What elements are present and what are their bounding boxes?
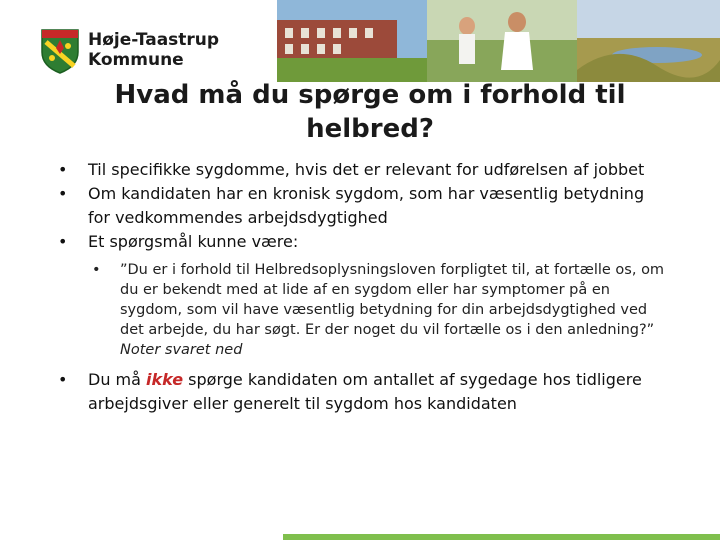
bullet-marker: • <box>58 370 68 389</box>
slide-title <box>70 78 670 146</box>
bullet-list <box>58 158 668 416</box>
example-question-quote: ”Du er i forhold til Helbredsoplysningsloven forpligtet til, at fortælle os, om du er bekendt med at lide af en sygdom eller har symptomer på en sygdom, som vil have væsentlig betydning for din arbejdsdygtighed ved det arbejde, du har søgt. Er der noget du vil fortælle os i den anledning?” <box>120 262 665 338</box>
bullet-marker: • <box>58 232 68 251</box>
header-photo-collage <box>277 0 720 82</box>
slide-body <box>58 158 668 416</box>
list-item <box>58 182 668 230</box>
org-name-line2: Kommune <box>88 50 184 70</box>
org-name-line1: Høje-Taastrup <box>88 30 220 50</box>
list-item <box>58 368 668 416</box>
bullet-text-prefix: Du må <box>88 370 141 389</box>
bullet-text-suffix: spørge kandidaten om antallet af sygedage hos tidligere arbejdsgiver eller generelt til sygdom hos kandidaten <box>88 370 642 413</box>
list-item <box>58 158 668 182</box>
note-instruction: Noter svaret ned <box>120 342 243 358</box>
municipality-logo <box>36 24 226 80</box>
list-item <box>58 230 668 360</box>
footer-accent-bar <box>283 534 720 540</box>
bullet-text: Et spørgsmål kunne være: <box>88 232 299 251</box>
slide-title-line2: helbred? <box>306 114 434 144</box>
sub-list-item <box>88 260 668 360</box>
bullet-marker: • <box>58 160 68 179</box>
sub-bullet-list <box>88 260 668 360</box>
bullet-text: Om kandidaten har en kronisk sygdom, som har væsentlig betydning for vedkommendes arbejdsdygtighed <box>88 184 645 227</box>
sub-bullet-marker: • <box>92 262 101 278</box>
coat-of-arms-icon <box>40 28 80 74</box>
slide-title-line1: Hvad må du spørge om i forhold til <box>114 80 626 110</box>
bullet-text: Til specifikke sygdomme, hvis det er relevant for udførelsen af jobbet <box>88 160 645 179</box>
emphasis-word: ikke <box>146 370 184 389</box>
bullet-marker: • <box>58 184 68 203</box>
organization-name <box>88 30 219 70</box>
